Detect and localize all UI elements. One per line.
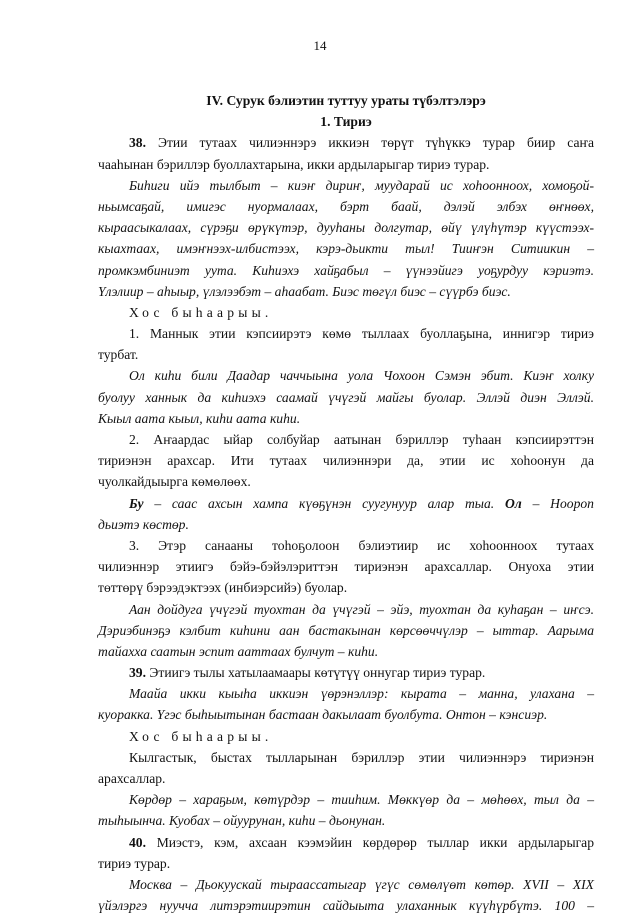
paragraph-line: 3. Этэр санааны тоһоҕолоон бэлиэтиир ис хоһоонноох тутаах xyxy=(129,537,594,553)
example-line: кыахтаах, имэҥнээх-илбистээх, кэрэ-дьикти тыл! Тииҥэн Ситиикин – xyxy=(98,241,594,257)
paragraph-line: чааһынан бэриллэр буоллахтарына, икки ардыларыгар тириэ турар. xyxy=(98,156,490,172)
emphasized-word: Бу xyxy=(129,495,144,511)
example-line: буолуу ханнык да киһиэхэ саамай үчүгэй майгы буолар. Эллэй диэн Эллэй. xyxy=(98,389,594,405)
page-body xyxy=(98,90,594,916)
example-line: Аан дойдуга үчүгэй туохтан да үчүгэй – эйэ, туохтан да куһаҕан – иҥсэ. xyxy=(129,601,594,617)
example-line: Бу – саас ахсын хампа күөҕүнэн суугунуур алар тыа. Ол – Ноороп xyxy=(129,495,594,511)
paragraph-line: тириэ турар. xyxy=(98,855,171,871)
example-line: Дэриэбинэҕэ кэлбит киһини аан бастакынан көрсөөччүлэр – ыттар. Аарыма xyxy=(98,622,594,638)
rule-number: 39. xyxy=(129,665,146,681)
paragraph-line: чилиэннэр этиигэ бэйэ-бэйэлэриттэн тириэнэн арахсаллар. Онуоха этии xyxy=(98,559,594,575)
example-line: дьиэтэ көстөр. xyxy=(98,516,189,532)
example-line: кыраасыкалаах, сүрэҕи өрүкүтэр, дууһаны долгутар, өйү үлүһүтэр күүстээх- xyxy=(98,220,594,236)
note-heading: Хос быһаарыы. xyxy=(129,304,273,320)
paragraph-line: тириэнэн арахсар. Ити тутаах чилиэннэри да, этии ис хоһоонун да xyxy=(98,453,594,469)
paragraph-line: 39. Этиигэ тылы хатылаамаары көтүтүү оннугар тириэ турар. xyxy=(129,665,486,681)
paragraph-line: 40. Миэстэ, кэм, ахсаан кээмэйин көрдөрөр тыллар икки ардыларыгар xyxy=(129,834,594,850)
subsection-heading: 1. Тириэ xyxy=(320,114,372,130)
example-line: Көрдөр – хараҕым, көтүрдэр – тииһим. Мөккүөр да – мөһөөх, тыл да – xyxy=(129,792,594,808)
paragraph-line: чуолкайдыырга көмөлөөх. xyxy=(98,474,251,490)
page-number: 14 xyxy=(313,38,327,53)
paragraph-line: арахсаллар. xyxy=(98,771,166,786)
note-heading: Хос быһаарыы. xyxy=(129,728,273,744)
example-line: тайахха саатын эспит ааттаах булчут – киһи. xyxy=(98,643,379,659)
example-line: Ол киһи били Даадар чаччыына уола Чохоон Сэмэн эбит. Киэҥ холку xyxy=(129,368,594,384)
paragraph-line: 38. Этии тутаах чилиэннэрэ иккиэн төрүт түһүккэ турар биир саҥа xyxy=(129,135,594,151)
paragraph-line: 1. Маннык этии кэпсиирэтэ көмө тыллаах буоллаҕына, иннигэр тириэ xyxy=(129,326,594,342)
example-line: Москва – Дьокуускай тыраассатыгар үгүс сөмөлүөт көтөр. XVII – XIX xyxy=(129,876,594,892)
paragraph-line: төттөрү бэрээдэктээх (инбиэрсийэ) буолар. xyxy=(98,580,348,596)
paragraph-line: Кылгастык, быстах тылларынан бэриллэр этии чилиэннэрэ тириэнэн xyxy=(129,749,594,765)
emphasized-word: Ол xyxy=(504,495,522,511)
example-line: Биһиги ийэ тылбыт – киэҥ дириҥ, муударай ис хоһоонноох, хомоҕой- xyxy=(129,177,594,193)
example-line: үйэлэргэ нуучча литэрэтиирэтин сайдыыта улаханнык күүһүрбүтэ. 100 – xyxy=(98,898,594,914)
rule-number: 38. xyxy=(129,135,146,151)
example-line: Маайа икки кыыһа иккиэн үөрэнэллэр: кырата – манна, улахана – xyxy=(129,686,594,702)
section-heading: IV. Сурук бэлиэтин туттуу ураты түбэлтэлэрэ xyxy=(206,93,486,108)
example-line: тыһыынча. Куобах – ойуурунан, киһи – дьонунан. xyxy=(98,813,386,829)
example-line: Кыыл аата кыыл, киһи аата киһи. xyxy=(98,410,301,426)
paragraph-line: турбат. xyxy=(98,347,139,363)
rule-number: 40. xyxy=(129,834,146,850)
paragraph-line: 2. Аҥаардас ыйар солбуйар аатынан бэриллэр туһаан кэпсиирэттэн xyxy=(129,432,594,447)
example-line: ньымсаҕай, имигэс нуормалаах, бэрт баай, дэлэй элбэх өҥнөөх, xyxy=(98,198,594,214)
example-line: Үлэлиир – аһыыр, үлэлээбэт – аһаабат. Биэс төгүл биэс – сүүрбэ биэс. xyxy=(98,283,511,299)
example-line: промкэмбиниэт уута. Киһиэхэ хайҕабыл – үүнээйигэ уоҕурдуу кэриэтэ. xyxy=(98,262,594,278)
example-line: куоракка. Үгэс быһыытынан бастаан дакылаат буолбута. Онтон – кэнсиэр. xyxy=(98,707,548,723)
